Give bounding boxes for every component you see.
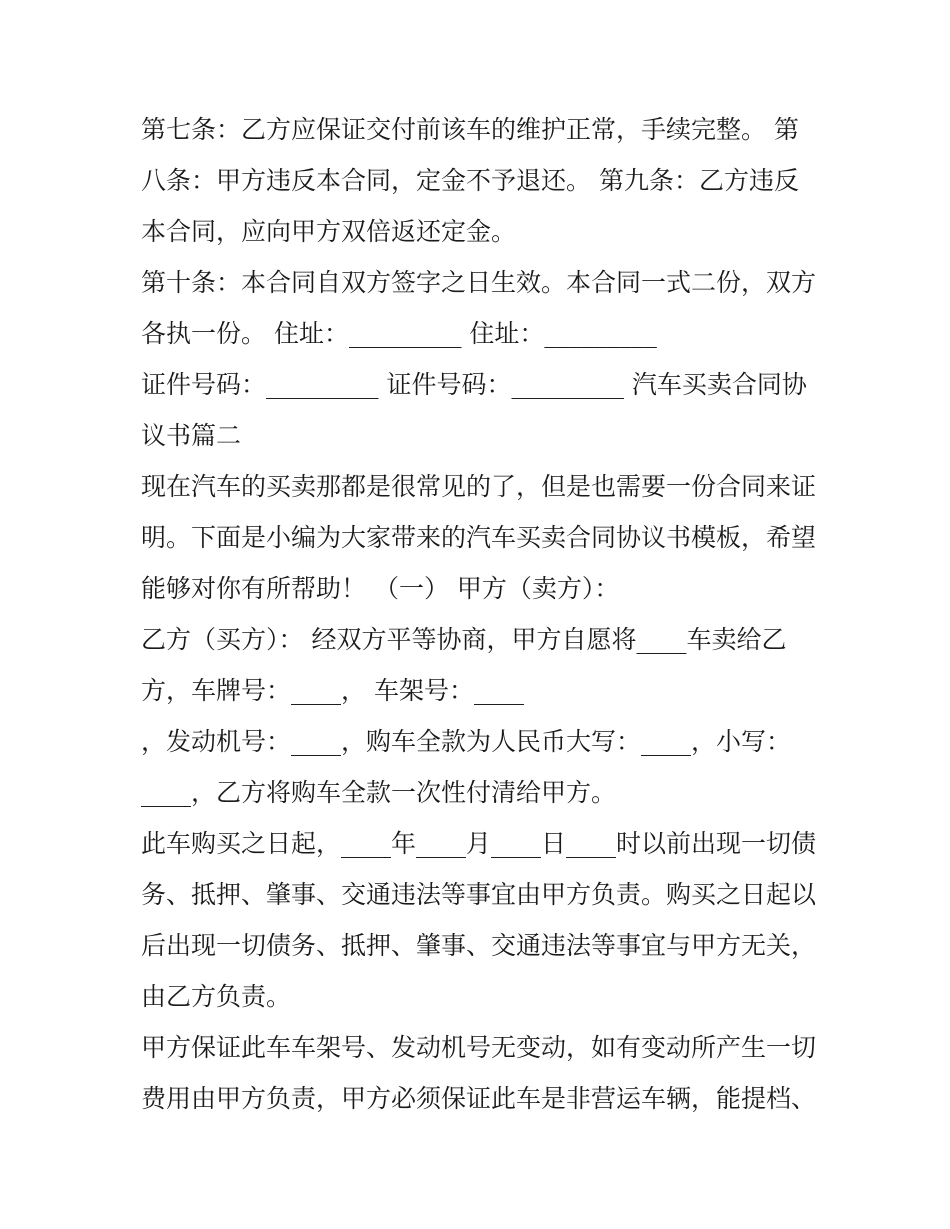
text-line: ，发动机号：____，购车全款为人民币大写：____，小写： <box>141 727 792 756</box>
text-line: 第十条：本合同自双方签字之日生效。本合同一式二份，双方 <box>141 268 817 297</box>
text-line: 各执一份。 住址：_________ 住址：_________ <box>141 319 657 348</box>
text-line: 方，车牌号：____， 车架号：____ <box>141 676 524 705</box>
text-line: 后出现一切债务、抵押、肇事、交通违法等事宜与甲方无关， <box>141 931 817 960</box>
text-line: 此车购买之日起，____年____月____日____时以前出现一切债 <box>141 829 817 858</box>
text-line: 议书篇二 <box>141 421 242 450</box>
text-line: 明。下面是小编为大家带来的汽车买卖合同协议书模板，希望 <box>141 523 817 552</box>
text-line: 第七条：乙方应保证交付前该车的维护正常，手续完整。 第 <box>141 115 799 144</box>
text-line: 费用由甲方负责，甲方必须保证此车是非营运车辆，能提档、 <box>141 1084 817 1113</box>
text-line: 由乙方负责。 <box>141 982 292 1011</box>
text-line: 证件号码：_________ 证件号码：_________ 汽车买卖合同协 <box>141 370 807 399</box>
text-line: ____，乙方将购车全款一次性付清给甲方。 <box>141 778 617 807</box>
text-line: 乙方（买方）： 经双方平等协商，甲方自愿将____车卖给乙 <box>141 625 787 654</box>
text-line: 本合同，应向甲方双倍返还定金。 <box>141 217 517 246</box>
text-line: 现在汽车的买卖那都是很常见的了，但是也需要一份合同来证 <box>141 472 817 501</box>
text-line: 能够对你有所帮助！ （一） 甲方（卖方）： <box>141 574 620 603</box>
document-body <box>141 104 821 1124</box>
text-line: 务、抵押、肇事、交通违法等事宜由甲方负责。购买之日起以 <box>141 880 817 909</box>
text-line: 八条：甲方违反本合同，定金不予退还。 第九条：乙方违反 <box>141 166 799 195</box>
text-line: 甲方保证此车车架号、发动机号无变动，如有变动所产生一切 <box>141 1033 817 1062</box>
